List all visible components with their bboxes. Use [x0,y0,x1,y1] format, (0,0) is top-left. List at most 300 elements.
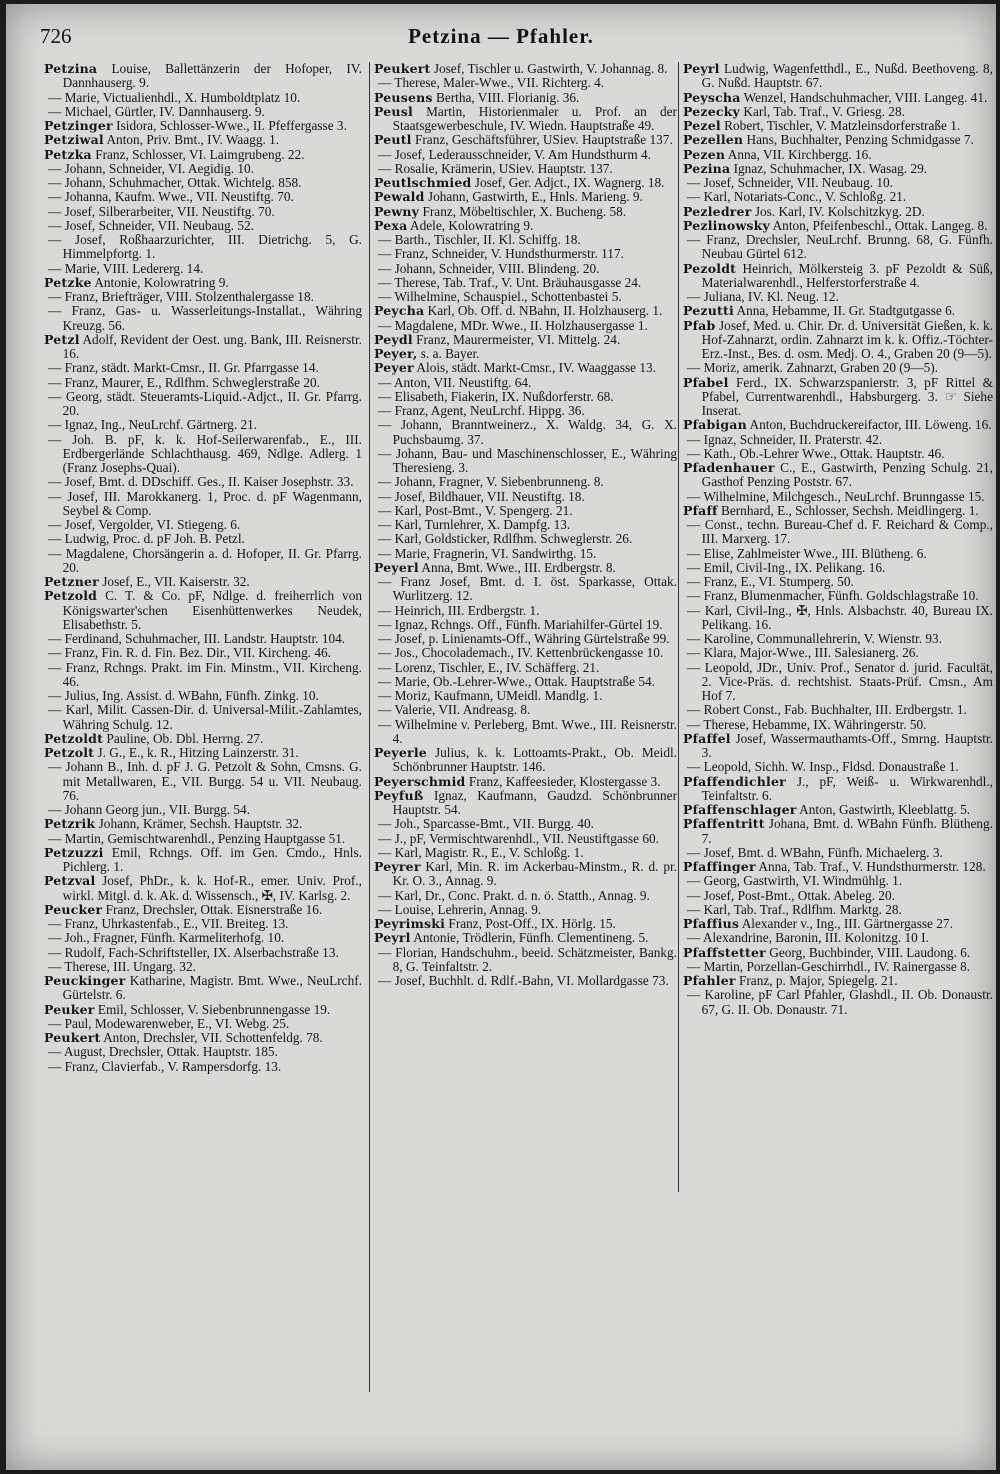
directory-entry [44,832,362,846]
entry-text: Anton, Priv. Bmt., IV. Waagg. 1. [106,132,280,148]
directory-entry [683,162,993,176]
entry-text: Anna, VII. Kirchbergg. 16. [727,146,872,162]
directory-entry [44,290,362,304]
directory-entry [374,832,677,846]
directory-entry [683,917,993,931]
entry-text: — Rosalie, Krämerin, USiev. Hauptstr. 137. [377,160,613,176]
directory-entry [44,148,362,162]
entry-surname: Peuker [44,1001,95,1017]
directory-entry [374,105,677,134]
directory-entry [683,433,993,447]
entry-text: — Marie, VIII. Ledererg. 14. [47,260,204,276]
entry-text: — Karl, Dr., Conc. Prakt. d. n. ö. Statth., Annag. 9. [377,887,650,903]
directory-entry [683,718,993,732]
entry-text: — Ludwig, Proc. d. pF Joh. B. Petzl. [47,531,245,547]
entry-text: Anna, Hebamme, II. Gr. Stadtgutgasse 6. [736,303,956,319]
entry-text: — Franz, Clavierfab., V. Rampersdorfg. 13. [47,1058,282,1074]
entry-surname: Petzuzzi [44,844,104,860]
page-title: Petzina — Pfahler. [408,24,594,48]
entry-text: Josef, Wassermauthamts-Off., Smrng. Hauptstr. 3. [701,730,994,760]
entry-text: Antonie, Kolowratring 9. [94,274,229,290]
entry-surname: Peyerschmid [374,773,466,789]
entry-surname: Pfabigan [683,417,747,433]
entry-text: — Valerie, VII. Andreasg. 8. [377,702,531,718]
entry-surname: Pfaffius [683,916,740,931]
entry-surname: Peyerle [374,745,427,760]
entry-surname: Petzrik [44,816,96,832]
entry-surname: Pfaffinger [683,859,756,874]
entry-surname: Peycha [374,303,425,319]
entry-text: — Leopold, Sichh. W. Insp., Fldsd. Donaustraße 1. [686,759,959,775]
entry-surname: Pfaffendichler [683,773,786,789]
directory-entry [683,447,993,461]
entry-surname: Pewald [374,189,425,205]
entry-text: — Therese, Maler-Wwe., VII. Richterg. 4. [377,75,605,91]
entry-text: Ferd., IX. Schwarzspanierstr. 3, pF Rittel & Pfabel, Currentwarenhdl., Habsburgerg. 3. ☞ Siehe Inserat. [701,374,994,418]
entry-text: — Josef, Buchhlt. d. Rdlf.-Bahn, VI. Mollardgasse 73. [377,973,669,988]
directory-entry [683,504,993,518]
entry-surname: Peukert [44,1030,101,1045]
entry-surname: Peyrl [683,61,720,76]
directory-entry [44,418,362,432]
directory-entry [374,618,677,632]
directory-entry [44,475,362,489]
directory-entry [683,646,993,660]
directory-entry [683,290,993,304]
entry-text: Robert, Tischler, V. Matzleinsdorferstraße 1. [724,118,961,133]
directory-entry [683,461,993,490]
entry-text: — Ignaz, Rchngs. Off., Fünfh. Mariahilfer-Gürtel 19. [377,616,663,632]
directory-entry [683,304,993,318]
directory-entry [44,91,362,105]
directory-entry [44,276,362,290]
directory-entry [44,304,362,333]
entry-text: — Josef, Bildhauer, VII. Neustiftg. 18. [377,488,585,504]
entry-surname: Peyfuß [374,787,424,803]
directory-entry [44,532,362,546]
directory-entry [374,91,677,105]
directory-entry [374,718,677,747]
entry-text: — Karl, Milit. Cassen-Dir. d. Universal-Milit.-Zahlamtes, Währing Schulg. 12. [47,702,362,732]
entry-surname: Peyrl [374,930,411,946]
directory-entry [374,276,677,290]
entry-text: Karl, Tab. Traf., V. Griesg. 28. [743,103,905,119]
directory-entry [683,133,993,147]
directory-entry [683,860,993,874]
entry-text: Wenzel, Handschuhmacher, VIII. Langeg. 41. [743,89,988,105]
entry-surname: Petziwal [44,132,104,148]
entry-text: Isidora, Schlosser-Wwe., II. Pfeffergasse 3. [116,118,347,133]
entry-text: — Josef, p. Linienamts-Off., Währing Gürtelstraße 99. [377,631,670,646]
directory-entry [44,376,362,390]
entry-text: — Karl, Notariats-Conc., V. Schloßg. 21. [686,189,907,205]
directory-entry [374,903,677,917]
directory-entry [44,205,362,219]
entry-surname: Pfaffstetter [683,944,766,960]
directory-entry [44,817,362,831]
entry-surname: Peusens [374,89,433,105]
directory-entry [44,903,362,917]
directory-entry [374,675,677,689]
entry-text: Franz, p. Major, Spiegelg. 21. [738,973,898,988]
directory-entry [374,917,677,931]
directory-entry [683,119,993,133]
entry-text: C., E., Gastwirth, Penzing Schulg. 21, Gasthof Penzing Poststr. 67. [701,460,993,490]
directory-entry [44,133,362,147]
directory-entry [374,646,677,660]
entry-text: Anton, Gastwirth, Kleeblattg. 5. [799,802,971,817]
entry-surname: Peyer [374,360,414,376]
directory-entry [683,361,993,375]
directory-entry [374,661,677,675]
entry-surname: Peukert [374,61,431,76]
entry-text: — Elisabeth, Fiakerin, IX. Nußdorferstr. 68. [377,388,614,404]
entry-text: — Elise, Zahlmeister Wwe., III. Blütheng. 6. [686,545,927,561]
column-3 [678,62,993,1192]
directory-entry [374,632,677,646]
directory-entry [44,589,362,632]
entry-text: Jos. Karl, IV. Kolschitzkyg. 2D. [754,203,925,219]
entry-text: — Klara, Major-Wwe., III. Salesianerg. 26. [686,645,919,661]
entry-text: — Johann, Branntweinerz., X. Waldg. 34, G. X. Puchsbaumg. 37. [377,417,677,447]
entry-text: — Franz, Agent, NeuLrchf. Hippg. 36. [377,403,585,418]
column-2 [369,62,677,1392]
directory-entry [683,575,993,589]
directory-entry [683,903,993,917]
directory-entry [44,661,362,690]
entry-text: — Karl, Magistr. R., E., V. Schloßg. 1. [377,844,584,860]
entry-text: Emil, Schlosser, V. Siebenbrunnengasse 19. [97,1001,331,1017]
directory-entry [374,133,677,147]
entry-text: — Joh. B. pF, k. k. Hof-Seilerwarenfab., E., III. Erdbergerlände Schlachthausg. 469, Ndlge. Adlerg. 1 (Franz Josephs-Quai). [47,431,362,475]
entry-surname: Pfab [683,317,716,333]
directory-entry [683,931,993,945]
entry-text: — Therese, Tab. Traf., V. Unt. Bräuhausgasse 24. [377,274,642,290]
directory-entry [683,190,993,204]
directory-entry [683,946,993,960]
entry-text: Franz, Kaffeesieder, Klostergasse 3. [468,773,661,789]
directory-entry [44,333,362,362]
entry-text: — Josef, Bmt. d. DDschiff. Ges., II. Kaiser Josephstr. 33. [47,474,354,490]
directory-entry [44,490,362,519]
entry-text: — Johanna, Kaufm. Wwe., VII. Neustiftg. 70. [47,189,294,205]
directory-entry [683,988,993,1017]
directory-entry [44,689,362,703]
entry-surname: Peutl [374,132,412,148]
entry-text: — Marie, Victualienhdl., X. Humboldtplatz 10. [47,89,301,105]
directory-entry [44,803,362,817]
directory-entry [683,661,993,704]
entry-text: — Magdalene, MDr. Wwe., II. Holzhausergasse 1. [377,317,648,333]
entry-surname: Pexa [374,217,408,233]
entry-text: Anna, Tab. Traf., V. Hundsthurmerstr. 128. [758,859,986,874]
directory-entry [374,946,677,975]
entry-text: Alexander v., Ing., III. Gärtnergasse 27. [741,916,953,931]
entry-surname: Peuckinger [44,973,126,988]
directory-entry [44,1003,362,1017]
directory-entry [374,575,677,604]
entry-surname: Pezen [683,146,726,162]
entry-text: — Marie, Ob.-Lehrer-Wwe., Ottak. Hauptstraße 54. [377,673,656,689]
entry-text: Franz, Maurermeister, VI. Mittelg. 24. [416,331,621,347]
entry-text: Heinrich, Mölkersteig 3. pF Pezoldt & Süß, Materialwarenhdl., Helferstorferstraße 4. [701,260,993,290]
directory-entry [44,746,362,760]
entry-text: — Johann, Schneider, VIII. Blindeng. 20. [377,260,600,276]
directory-entry [683,376,993,419]
entry-text: — Kath., Ob.-Lehrer Wwe., Ottak. Hauptstr. 46. [686,445,945,461]
directory-entry [44,1017,362,1031]
entry-text: — Rudolf, Fach-Schriftsteller, IX. Alserbachstraße 13. [47,944,339,960]
entry-surname: Petzina [44,61,98,76]
directory-entry [374,376,677,390]
directory-entry [44,233,362,262]
entry-text: — Wilhelmine, Schauspiel., Schottenbastei 5. [377,289,622,304]
entry-surname: Peucker [44,901,103,917]
directory-entry [44,1060,362,1074]
directory-page [6,4,996,1470]
entry-text: — J., pF, Vermischtwarenhdl., VII. Neustiftgasse 60. [377,830,659,846]
entry-text: s. a. Bayer. [420,346,480,361]
entry-text: Franz, Drechsler, Ottak. Eisnerstraße 16. [105,901,323,917]
directory-entry [683,62,993,91]
entry-text: J. G., E., k. R., Hitzing Lainzerstr. 31. [97,745,299,760]
entry-text: — Johann Georg jun., VII. Burgg. 54. [47,802,251,817]
directory-entry [374,532,677,546]
entry-surname: Peydl [374,331,413,347]
directory-entry [374,860,677,889]
directory-entry [683,846,993,860]
entry-text: — Louise, Lehrerin, Annag. 9. [377,901,542,917]
directory-entry [44,219,362,233]
entry-text: — Magdalene, Chorsängerin a. d. Hofoper, II. Gr. Pfarrg. 20. [47,545,362,575]
directory-entry [374,319,677,333]
entry-surname: Petzka [44,146,92,162]
directory-entry [44,874,362,903]
entry-text: Bertha, VIII. Florianig. 36. [435,89,580,105]
entry-text: — Leopold, JDr., Univ. Prof., Senator d. jurid. Facultät, 2. Vice-Präs. d. rechtshist. Staats-Prüf. Cmsn., Am Hof 7. [686,659,993,703]
directory-entry [683,490,993,504]
directory-entry [683,960,993,974]
directory-entry [374,290,677,304]
entry-text: Franz, Post-Off., IX. Hörlg. 15. [448,916,616,931]
entry-surname: Pfaffentritt [683,816,765,832]
entry-text: — Franz, städt. Markt-Cmsr., II. Gr. Pfarrgasse 14. [47,360,319,376]
directory-entry [374,846,677,860]
entry-text: Franz, Geschäftsführer, USiev. Hauptstraße 137. [414,132,673,148]
entry-text: J., pF, Weiß- u. Wirkwarenhdl., Teinfaltstr. 6. [701,773,993,803]
entry-text: — Josef, Lederausschneider, V. Am Hundsthurm 4. [377,146,651,162]
directory-entry [683,319,993,362]
directory-entry [683,518,993,547]
entry-text: — Robert Const., Fab. Buchhalter, III. Erdbergstr. 1. [686,702,967,718]
directory-entry [44,974,362,1003]
directory-entry [374,817,677,831]
entry-text: Johann, Krämer, Sechsh. Hauptstr. 32. [98,816,303,832]
directory-entry [683,233,993,262]
entry-surname: Pezlinowsky [683,217,770,233]
entry-surname: Peyer, [374,346,418,361]
directory-entry [374,190,677,204]
entry-text: — Karl, Tab. Traf., Rdlfhm. Marktg. 28. [686,901,902,917]
directory-entry [374,775,677,789]
entry-text: — Josef, Silberarbeiter, VII. Neustiftg. 70. [47,203,275,219]
directory-entry [44,732,362,746]
directory-entry [374,347,677,361]
entry-text: — Franz, E., VI. Stumperg. 50. [686,574,854,589]
directory-entry [683,547,993,561]
directory-entry [44,1031,362,1045]
entry-text: Anton, Drechsler, VII. Schottenfeldg. 78. [103,1030,323,1045]
entry-text: — Franz, Gas- u. Wasserleitungs-Installat., Währing Kreuzg. 56. [47,303,362,333]
directory-entry [44,931,362,945]
entry-text: — Paul, Modewarenweber, E., VI. Webg. 25. [47,1015,290,1031]
directory-entry [374,518,677,532]
directory-entry [374,62,677,76]
directory-entry [374,418,677,447]
entry-text: — Jos., Chocolademach., IV. Kettenbrückengasse 10. [377,645,664,661]
entry-surname: Pfaffel [683,730,731,746]
entry-text: Bernhard, E., Schlosser, Sechsh. Meidlingerg. 1. [720,502,979,518]
entry-text: — Wilhelmine v. Perleberg, Bmt. Wwe., III. Reisnerstr. 4. [377,716,677,746]
entry-text: Adolf, Revident der Oest. ung. Bank, III. Reisnerstr. 16. [62,331,363,361]
directory-entry [683,589,993,603]
directory-entry [44,703,362,732]
entry-text: — Franz, Rchngs. Prakt. im Fin. Minstm., VII. Kircheng. 46. [47,659,362,689]
entry-text: — Johann, Schuhmacher, Ottak. Wichtelg. 858. [47,175,302,190]
entry-text: — Alexandrine, Baronin, III. Kolonitzg. 10 I. [686,930,929,946]
entry-text: — Karl, Turnlehrer, X. Dampfg. 13. [377,517,571,532]
directory-entry [44,390,362,419]
directory-entry [44,361,362,375]
directory-entry [683,817,993,846]
directory-entry [374,703,677,717]
entry-text: — Johann, Bau- und Maschinenschlosser, E., Währing Theresieng. 3. [377,445,677,475]
entry-text: — Ferdinand, Schuhmacher, III. Landstr. Hauptstr. 104. [47,631,346,646]
directory-entry [44,105,362,119]
directory-entry [683,732,993,761]
entry-surname: Pewny [374,203,420,219]
directory-entry [374,176,677,190]
entry-text: — Karl, Civil-Ing., ✠, Hnls. Alsbachstr. 40, Bureau IX. Pelikang. 16. [686,602,993,632]
directory-entry [683,874,993,888]
directory-entry [683,703,993,717]
directory-entry [683,176,993,190]
entry-text: Karl, Min. R. im Ackerbau-Minstm., R. d. pr. Kr. O. 3., Annag. 9. [392,859,677,889]
entry-text: — Karoline, Communallehrerin, V. Wienstr. 93. [686,631,943,646]
entry-surname: Peyrimski [374,916,446,931]
directory-entry [374,504,677,518]
entry-text: — Barth., Tischler, II. Kl. Schiffg. 18. [377,232,581,247]
entry-text: — Lorenz, Tischler, E., IV. Schäfferg. 21. [377,659,600,675]
entry-text: — Ignaz, Ing., NeuLrchf. Gärtnerg. 21. [47,417,258,433]
entry-text: — August, Drechsler, Ottak. Hauptstr. 185. [47,1044,278,1060]
entry-surname: Petzl [44,331,80,347]
entry-text: Johana, Bmt. d. WBahn Fünfh. Blütheng. 7. [701,816,993,846]
entry-text: — Franz, Drechsler, NeuLrchf. Brunng. 68, G. Fünfh. Neubau Gürtel 612. [686,232,993,262]
entry-surname: Pfahler [683,973,736,988]
directory-entry [44,433,362,476]
entry-surname: Peutlschmied [374,175,472,190]
directory-entry [44,119,362,133]
directory-entry [374,205,677,219]
directory-entry [683,219,993,233]
entry-surname: Pfaff [683,502,718,518]
directory-entry [44,190,362,204]
entry-text: — Michael, Gürtler, IV. Dannhauserg. 9. [47,103,265,119]
directory-entry [374,390,677,404]
directory-entry [44,917,362,931]
entry-surname: Peyscha [683,89,741,105]
directory-entry [374,547,677,561]
directory-entry [44,946,362,960]
entry-text: Franz, Schlosser, VI. Laimgrubeng. 22. [95,146,305,162]
directory-entry [683,205,993,219]
entry-text: — Florian, Handschuhm., beeid. Schätzmeister, Bankg. 8, G. Teinfaltstr. 2. [377,944,677,974]
directory-entry [683,632,993,646]
directory-entry [374,219,677,233]
directory-entry [374,76,677,90]
entry-text: Georg, Buchbinder, VIII. Laudong. 6. [769,944,971,960]
directory-entry [44,760,362,803]
entry-surname: Petzinger [44,118,113,133]
column-1 [44,62,362,1074]
page-number: 726 [40,24,72,48]
directory-entry [374,931,677,945]
directory-entry [44,162,362,176]
directory-entry [374,889,677,903]
directory-entry [683,561,993,575]
directory-entry [44,632,362,646]
entry-surname: Pezledrer [683,203,752,219]
directory-entry [374,746,677,775]
directory-entry [44,176,362,190]
entry-text: Martin, Historienmaler u. Prof. an der Staatsgewerbeschule, IV. Wiedn. Hauptstraße 49. [392,103,677,133]
entry-text: — Franz Josef, Bmt. d. I. öst. Sparkasse, Ottak. Wurlitzerg. 12. [377,574,677,604]
entry-surname: Pezoldt [683,260,737,276]
entry-text: — Josef, III. Marokkanerg. 1, Proc. d. pF Wagenmann, Seybel & Comp. [47,488,362,518]
directory-entry [44,960,362,974]
directory-entry [374,604,677,618]
entry-text: Josef, Ger. Adjct., IX. Wagnerg. 18. [474,175,665,190]
directory-entry [374,404,677,418]
directory-entry [374,262,677,276]
entry-text: — Johann, Fragner, V. Siebenbrunneng. 8. [377,474,604,490]
entry-surname: Pfadenhauer [683,460,775,475]
entry-text: Julius, k. k. Lottoamts-Prakt., Ob. Meidl. Schönbrunner Hauptstr. 146. [392,745,678,775]
entry-surname: Pezellen [683,132,744,148]
entry-text: Josef, E., VII. Kaiserstr. 32. [102,574,250,589]
entry-text: — Moriz, Kaufmann, UMeidl. Mandlg. 1. [377,688,603,703]
entry-text: Johann, Gastwirth, E., Hnls. Marieng. 9. [427,189,643,205]
entry-text: — Josef, Post-Bmt., Ottak. Abeleg. 20. [686,887,895,903]
directory-entry [44,262,362,276]
directory-entry [374,789,677,818]
directory-entry [374,247,677,261]
entry-text: — Karl, Post-Bmt., V. Spengerg. 21. [377,502,573,518]
directory-entry [683,604,993,633]
entry-surname: Petzolt [44,745,95,760]
entry-surname: Petzold [44,588,98,604]
directory-entry [374,490,677,504]
directory-entry [683,889,993,903]
directory-entry [374,148,677,162]
entry-surname: Pezutti [683,303,734,319]
directory-entry [374,333,677,347]
directory-entry [683,803,993,817]
entry-text: Ignaz, Schuhmacher, IX. Wasag. 29. [733,160,928,176]
directory-entry [374,447,677,476]
entry-text: — Josef, Roßhaarzurichter, III. Dietrichg. 5, G. Himmelpfortg. 1. [47,232,362,262]
